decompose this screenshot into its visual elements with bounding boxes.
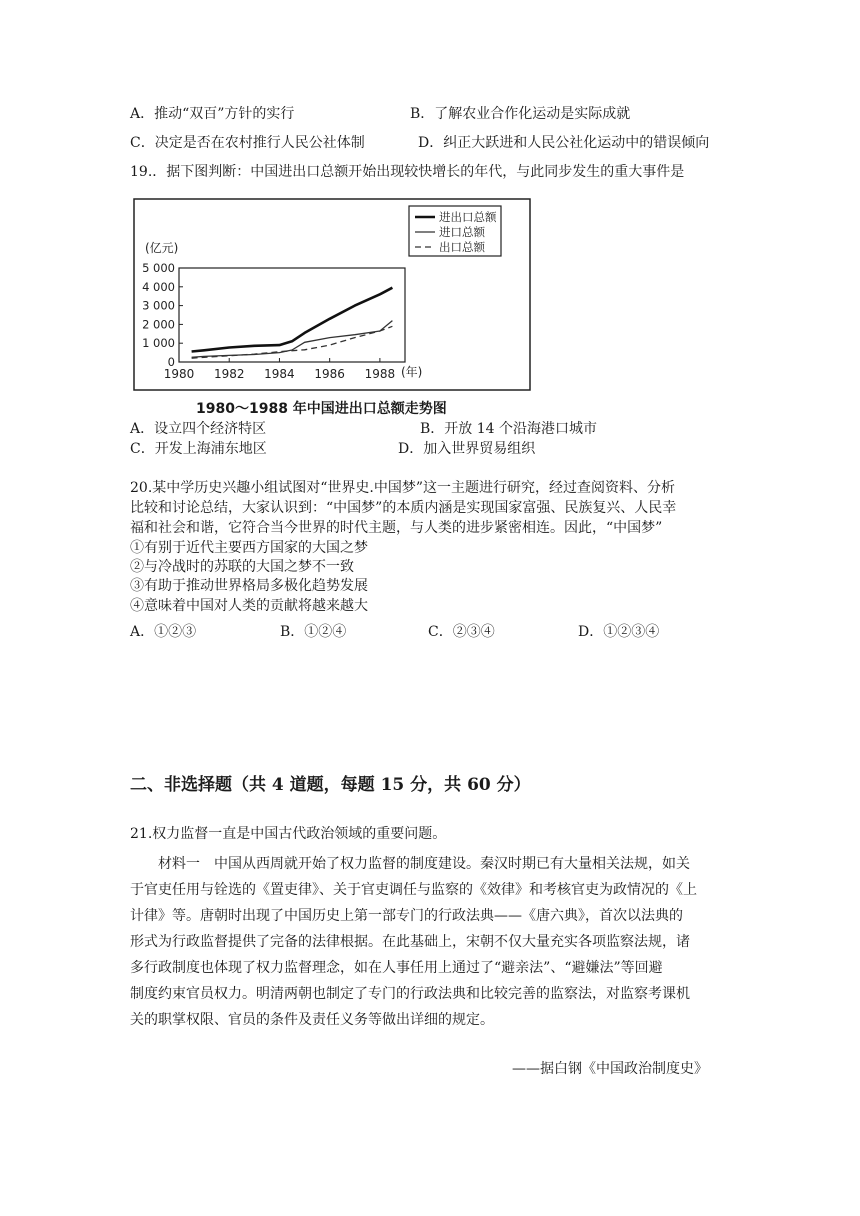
q21-material-line-5: 多行政制度也体现了权力监督理念，如在人事任用上通过了“避亲法”、“避嫌法”等回避 [130, 960, 663, 976]
q20-item-2: ②与冷战时的苏联的大国之梦不一致 [130, 559, 354, 575]
x-tick-label: 1986 [314, 367, 345, 381]
plot-area-frame [179, 268, 405, 362]
q20-stem-line-2: 比较和讨论总结，大家认识到：“中国梦”的本质内涵是实现国家富强、民族复兴、人民幸 [130, 500, 677, 516]
q21-material-line-2: 于官吏任用与铨选的《置吏律》、关于官吏调任与监察的《效律》和考核官吏为政情况的《上 [130, 882, 697, 898]
q20-option-b: B．①②④ [280, 624, 347, 640]
x-axis-label: (年) [401, 365, 423, 379]
q21-material-line-3: 计律》等。唐朝时出现了中国历史上第一部专门的行政法典——《唐六典》，首次以法典的 [130, 908, 683, 924]
legend-label-1: 进出口总额 [439, 210, 497, 224]
y-tick-label: 2 000 [142, 317, 175, 332]
q20-option-a: A．①②③ [130, 624, 197, 640]
section-heading: 二、非选择题（共 4 道题，每题 15 分，共 60 分） [130, 775, 531, 795]
y-tick-label: 3 000 [142, 298, 175, 313]
legend-label-3: 出口总额 [439, 240, 485, 254]
q20-item-1: ①有别于近代主要西方国家的大国之梦 [130, 540, 368, 556]
q19-option-a: A．设立四个经济特区 [130, 421, 267, 437]
q19-option-d: D．加入世界贸易组织 [398, 441, 536, 457]
q18-option-d: D．纠正大跃进和人民公社化运动中的错误倾向 [418, 135, 710, 151]
q20-option-d: D．①②③④ [578, 624, 660, 640]
q20-stem-line-3: 福和社会和谐，它符合当今世界的时代主题，与人类的进步紧密相连。因此，“中国梦” [130, 520, 663, 536]
q19-stem: 19.．据下图判断：中国进出口总额开始出现较快增长的年代，与此同步发生的重大事件是 [130, 164, 685, 180]
series-line-2 [192, 321, 393, 358]
q19-option-b: B．开放 14 个沿海港口城市 [420, 421, 598, 437]
import-export-chart [133, 198, 533, 392]
q18-option-b: B．了解农业合作化运动是实际成就 [410, 106, 631, 122]
q21-material-line-7: 关的职掌权限、官员的条件及责任义务等做出详细的规定。 [130, 1012, 494, 1028]
series-line-1 [192, 288, 393, 352]
q21-material [130, 851, 730, 1033]
y-tick-label: 4 000 [142, 279, 175, 294]
q21-material-line-1: 材料一 中国从西周就开始了权力监督的制度建设。秦汉时期已有大量相关法规，如关 [158, 856, 690, 872]
q20-item-4: ④意味着中国对人类的贡献将越来越大 [130, 598, 368, 614]
y-tick-label: 5 000 [142, 261, 175, 275]
y-axis-label: (亿元) [145, 241, 179, 255]
chart-svg [133, 198, 533, 392]
q18-option-c: C．决定是否在农村推行人民公社体制 [130, 135, 365, 151]
q21-stem: 21.权力监督一直是中国古代政治领域的重要问题。 [130, 826, 447, 842]
x-tick-label: 1980 [163, 367, 195, 381]
q21-material-line-4: 形式为行政监督提供了完备的法律根据。在此基础上，宋朝不仅大量充实各项监察法规，诸 [130, 934, 690, 950]
q18-option-a: A．推动“双百”方针的实行 [130, 106, 295, 122]
legend-label-2: 进口总额 [439, 225, 485, 239]
q21-source: ——据白钢《中国政治制度史》 [512, 1061, 708, 1077]
y-tick-label: 1 000 [142, 336, 175, 351]
q20-item-3: ③有助于推动世界格局多极化趋势发展 [130, 578, 368, 594]
x-tick-label: 1984 [264, 367, 295, 381]
q19-option-c: C．开发上海浦东地区 [130, 441, 267, 457]
x-tick-label: 1982 [213, 367, 245, 381]
chart-caption: 1980～1988 年中国进出口总额走势图 [196, 401, 447, 417]
q20-stem-line-1: 20.某中学历史兴趣小组试图对“世界史.中国梦”这一主题进行研究，经过查阅资料、分析 [130, 480, 676, 496]
y-tick-label: 0 [167, 355, 175, 369]
q21-material-line-6: 制度约束官员权力。明清两朝也制定了专门的行政法典和比较完善的监察法，对监察考课机 [130, 986, 690, 1002]
q20-option-c: C．②③④ [428, 624, 495, 640]
x-tick-label: 1988 [364, 367, 396, 381]
